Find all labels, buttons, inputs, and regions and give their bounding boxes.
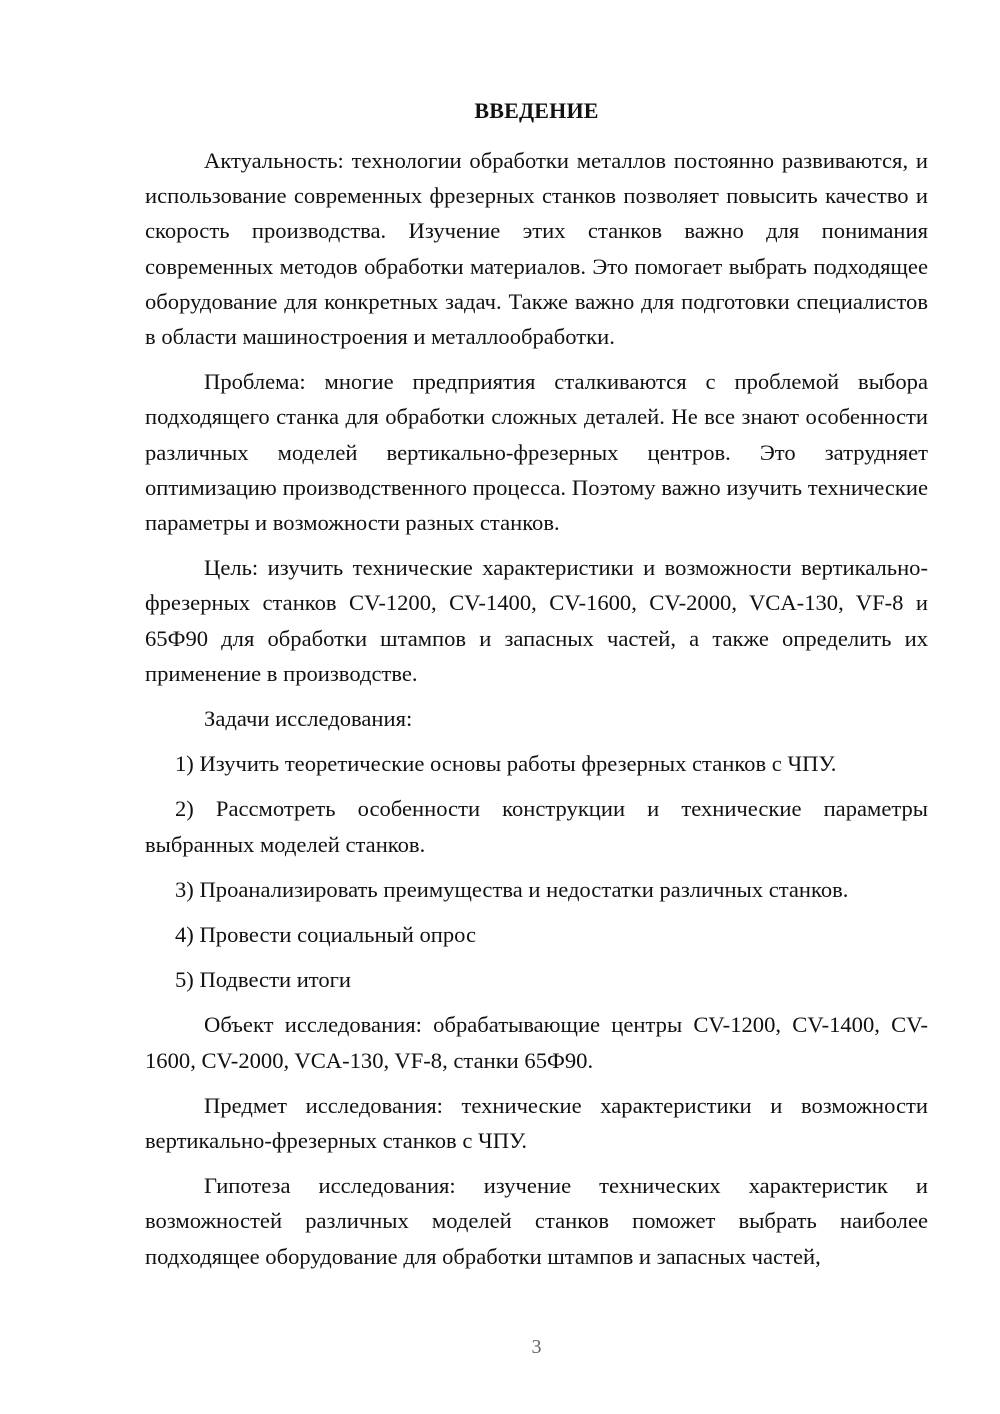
task-item-4: 4) Провести социальный опрос [175, 922, 477, 948]
paragraph-hypothesis: Гипотеза исследования: изучение технических характеристик и возможностей различных моделей станков поможет выбрать наиболее подходящее оборудование для обработки штампов и запасных частей, [145, 1173, 928, 1269]
page-title: ВВЕДЕНИЕ [474, 98, 599, 123]
paragraph-subject: Предмет исследования: технические характеристики и возможности вертикально-фрезерных станков с ЧПУ. [145, 1092, 928, 1154]
task-item-1: 1) Изучить теоретические основы работы фрезерных станков с ЧПУ. [175, 751, 837, 777]
document-body [145, 143, 928, 1274]
paragraph-problem: Проблема: многие предприятия сталкиваются с проблемой выбора подходящего станка для обработки сложных деталей. Не все знают особенности различных моделей вертикально-фрезерных центров. Это затрудняет оптимизацию производственного процесса. Поэтому важно изучить технические параметры и возможности разных станков. [145, 369, 928, 536]
task-item-2: 2) Рассмотреть особенности конструкции и технические параметры выбранных моделей станков. [145, 796, 928, 857]
paragraph-relevance: Актуальность: технологии обработки металлов постоянно развиваются, и использование современных фрезерных станков позволяет повысить качество и скорость производства. Изучение этих станков важно для понимания современных методов обработки материалов. Это помогает выбрать подходящее оборудование для конкретных задач. Также важно для подготовки специалистов в области машиностроения и металлообработки. [145, 148, 928, 350]
paragraph-tasks-heading: Задачи исследования: [204, 706, 413, 732]
document-page [145, 0, 928, 1414]
task-item-5: 5) Подвести итоги [175, 967, 352, 993]
task-item-3: 3) Проанализировать преимущества и недостатки различных станков. [175, 876, 849, 902]
paragraph-object: Объект исследования: обрабатывающие центры CV-1200, CV-1400, CV-1600, CV-2000, VCA-130, VF-8, станки 65Ф90. [145, 1012, 928, 1073]
page-number: 3 [531, 1336, 542, 1358]
paragraph-goal: Цель: изучить технические характеристики и возможности вертикально-фрезерных станков CV-1200, CV-1400, CV-1600, CV-2000, VCA-130, VF-8 и 65Ф90 для обработки штампов и запасных частей, а также определить их применение в производстве. [145, 555, 928, 686]
